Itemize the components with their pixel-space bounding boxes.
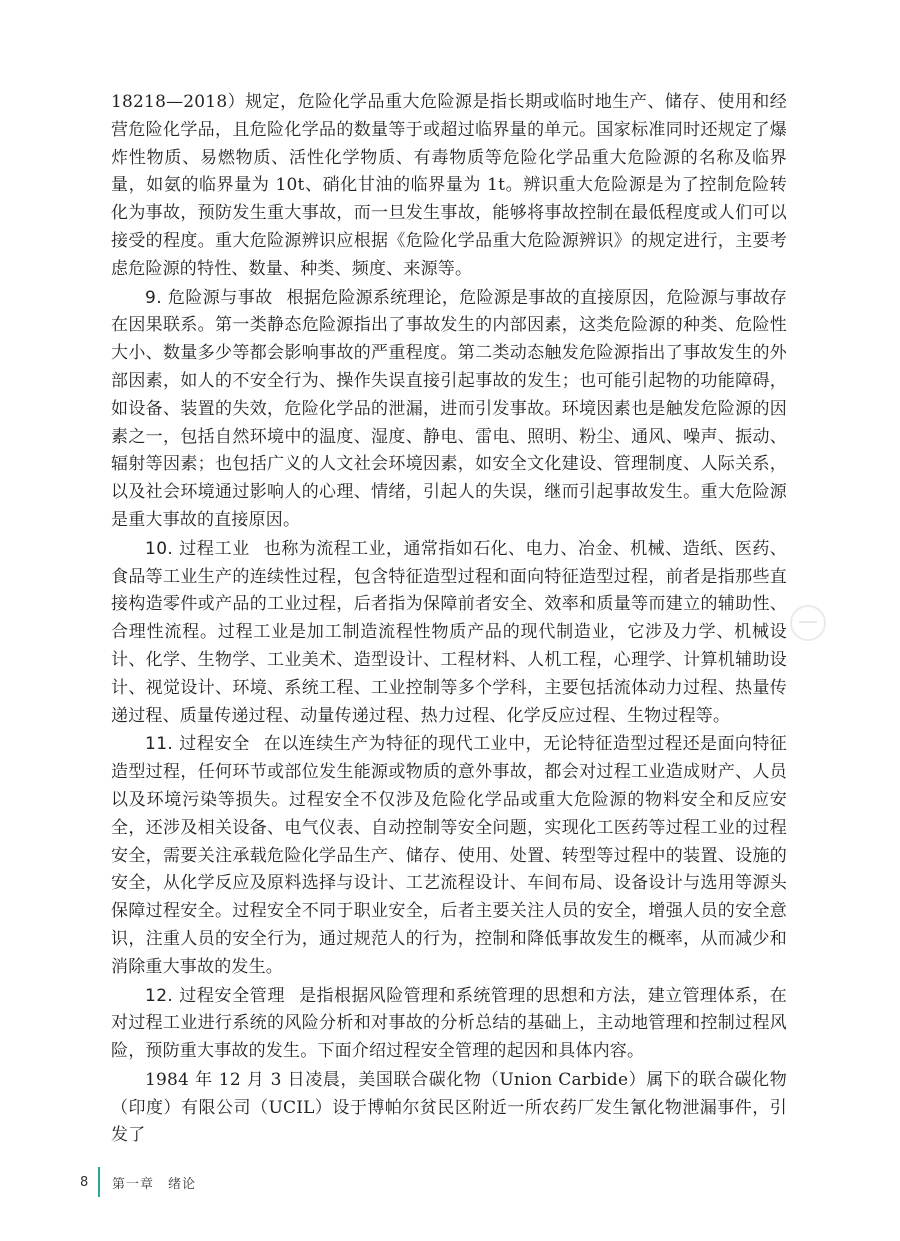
- paragraph-text: 根据危险源系统理论，危险源是事故的直接原因，危险源与事故存在因果联系。第一类静态危险源指出了事故发生的内部因素，这类危险源的种类、危险性大小、数量多少等都会影响事故的严重程度。第二类动态触发危险源指出了事故发生的外部因素，如人的不安全行为、操作失误直接引起事故的发生；也可能引起物的功能障碍，如设备、装置的失效，危险化学品的泄漏，进而引发事故。环境因素也是触发危险源的因素之一，包括自然环境中的温度、湿度、静电、雷电、照明、粉尘、通风、噪声、振动、辐射等因素；也包括广义的人文社会环境因素，如安全文化建设、管理制度、人际关系，以及社会环境通过影响人的心理、情绪，引起人的失误，继而引起事故发生。重大危险源是重大事故的直接原因。: [111, 287, 787, 530]
- term-heading: 12. 过程安全管理: [145, 985, 286, 1006]
- paragraph-bhopal: 1984 年 12 月 3 日凌晨，美国联合碳化物（Union Carbide）属下的联合碳化物（印度）有限公司（UCIL）设于博帕尔贫民区附近一所农药厂发生氰化物泄漏事件，引发了: [111, 1069, 787, 1146]
- paragraph-hazard-and-accident: [111, 285, 787, 535]
- term-heading: 10. 过程工业: [145, 538, 250, 559]
- paragraph-text: 也称为流程工业，通常指如石化、电力、冶金、机械、造纸、医药、食品等工业生产的连续性过程，包含特征造型过程和面向特征造型过程，前者是指那些直接构造零件或产品的工业过程，后者指为保障前者安全、效率和质量等而建立的辅助性、合理性流程。过程工业是加工制造流程性物质产品的现代制造业，它涉及力学、机械设计、化学、生物学、工业美术、造型设计、工程材料、人机工程，心理学、计算机辅助设计、视觉设计、环境、系统工程、工业控制等多个学科，主要包括流体动力过程、热量传递过程、质量传递过程、动量传递过程、热力过程、化学反应过程、生物过程等。: [111, 538, 788, 726]
- watermark-seal-icon: [790, 605, 826, 641]
- page-number: 8: [80, 1174, 89, 1190]
- page-body: [111, 89, 787, 1150]
- page-footer: [80, 1166, 196, 1198]
- paragraph-text: 是指根据风险管理和系统管理的思想和方法，建立管理体系，在对过程工业进行系统的风险分析和对事故的分析总结的基础上，主动地管理和控制过程风险，预防重大事故的发生。下面介绍过程安全管理的起因和具体内容。: [111, 985, 787, 1062]
- footer-divider: [98, 1167, 100, 1197]
- paragraph-process-industry: [111, 536, 787, 731]
- paragraph-text: 在以连续生产为特征的现代工业中，无论特征造型过程还是面向特征造型过程，任何环节或部位发生能源或物质的意外事故，都会对过程工业造成财产、人员以及环境污染等损失。过程安全不仅涉及危险化学品或重大危险源的物料安全和反应安全，还涉及相关设备、电气仪表、自动控制等安全问题，实现化工医药等过程工业的过程安全，需要关注承载危险化学品生产、储存、使用、处置、转型等过程中的装置、设施的安全，从化学反应及原料选择与设计、工艺流程设计、车间布局、设备设计与选用等源头保障过程安全。过程安全不同于职业安全，后者主要关注人员的安全，增强人员的安全意识，注重人员的安全行为，通过规范人的行为，控制和降低事故发生的概率，从而减少和消除重大事故的发生。: [111, 734, 788, 977]
- paragraph-process-safety-management: [111, 983, 787, 1066]
- term-heading: 9. 危险源与事故: [145, 287, 273, 308]
- term-heading: 11. 过程安全: [145, 734, 250, 755]
- running-chapter-title: 第一章 绪论: [112, 1176, 197, 1192]
- paragraph-continuation: 18218—2018）规定，危险化学品重大危险源是指长期或临时地生产、储存、使用和经营危险化学品，且危险化学品的数量等于或超过临界量的单元。国家标准同时还规定了爆炸性物质、易燃物质、活性化学物质、有毒物质等危险化学品重大危险源的名称及临界量，如氨的临界量为 10t、硝化甘油的临界量为 1t。辨识重大危险源是为了控制危险转化为事故，预防发生重大事故，而一旦发生事故，能够将事故控制在最低程度或人们可以接受的程度。重大危险源辨识应根据《危险化学品重大危险源辨识》的规定进行，主要考虑危险源的特性、数量、种类、频度、来源等。: [111, 92, 787, 279]
- paragraph-process-safety: [111, 731, 787, 981]
